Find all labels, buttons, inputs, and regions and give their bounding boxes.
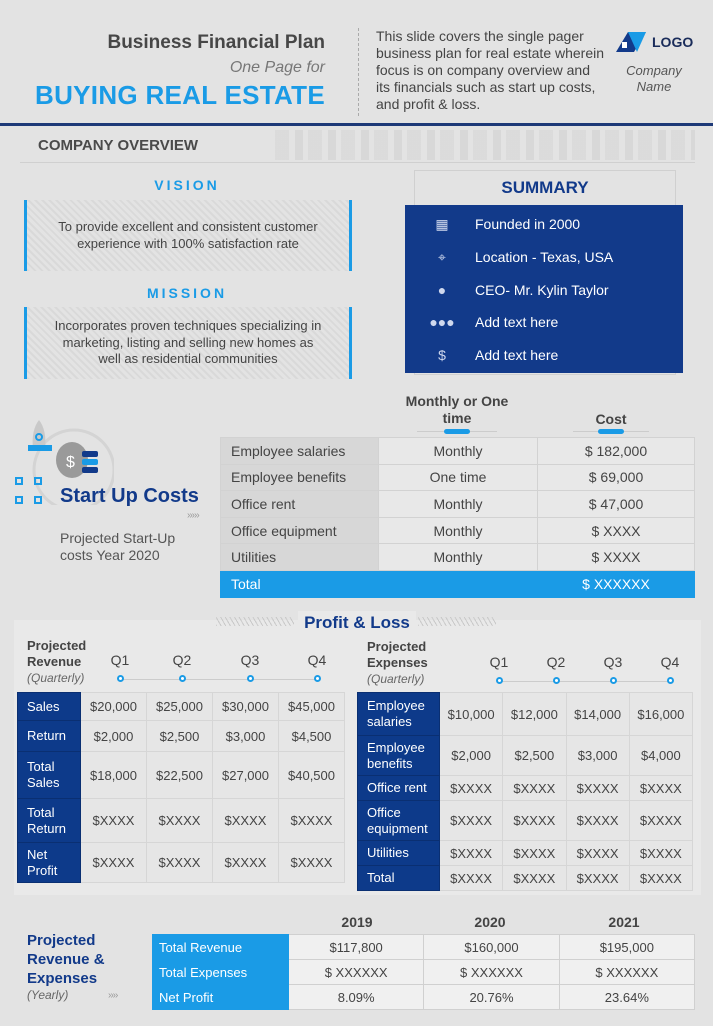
quarter-header: Q1 [110,652,130,668]
quarter-header: Q3 [603,654,623,670]
summary-item-text: Add text here [475,314,559,330]
table-cell: $3,000 [566,736,629,776]
overview-divider [20,162,695,163]
quarter-dot-icon [610,677,617,684]
company-name: Company Name [626,63,682,94]
hatch-decoration [418,617,496,626]
table-cell: Employee benefits [358,736,440,776]
table-cell: $XXXX [503,776,566,801]
revenue-row [18,843,345,883]
summary-item [430,313,558,331]
quarter-header: Q4 [307,652,327,668]
table-cell: $XXXX [440,776,503,801]
expenses-label [367,639,428,687]
year-header: 2021 [608,914,640,930]
table-cell: $20,000 [81,693,147,721]
quarter-dot-icon [667,677,674,684]
table-cell: $XXXX [503,841,566,866]
table-cell: $22,500 [147,752,213,799]
table-cell: Sales [18,693,81,721]
table-cell: Total Return [18,799,81,843]
table-cell: Return [18,721,81,752]
summary-item [430,215,580,233]
building-icon: ▦ [435,215,449,232]
table-cell: $XXXX [279,843,345,883]
table-cell: Total [358,866,440,891]
header-rule [0,123,713,126]
yearly-subtitle: (Yearly) [27,988,69,1002]
table-cell: $14,000 [566,693,629,736]
table-cell: $XXXX [629,801,692,841]
year-header: 2019 [341,914,373,930]
dollar-cycle-icon: $ [438,347,446,363]
location-pin-icon: ⌖ [438,248,446,265]
company-overview-title: COMPANY OVERVIEW [38,137,199,154]
table-cell: $160,000 [424,935,559,960]
quarter-header: Q2 [172,652,192,668]
table-cell: $25,000 [147,693,213,721]
table-cell: $195,000 [559,935,694,960]
table-cell: Monthly [379,517,538,544]
plan-title: Business Financial Plan [107,32,325,53]
summary-item [430,346,558,364]
table-cell: Utilities [358,841,440,866]
table-cell: $ 182,000 [538,438,695,465]
frequency-column-header: Monthly or One time [405,393,509,426]
quarter-dot-icon [314,675,321,682]
vision-title: VISION [154,177,220,193]
quarter-header: Q3 [240,652,260,668]
table-cell: $ XXXXXX [559,960,694,985]
yearly-row [153,985,695,1010]
expenses-label-period: (Quarterly) [367,672,425,686]
table-cell: Employee benefits [221,464,379,491]
table-cell: $18,000 [81,752,147,799]
header-marker [598,429,624,434]
table-cell: $ 69,000 [538,464,695,491]
table-cell: Monthly [379,491,538,518]
table-cell: $XXXX [213,843,279,883]
hatch-decoration [216,617,294,626]
cost-column-header: Cost [595,411,627,427]
plan-subtitle: One Page for [229,59,325,76]
company-logo [616,32,693,52]
table-cell: $4,000 [629,736,692,776]
table-cell: $XXXX [566,866,629,891]
summary-item-text: Add text here [475,347,559,363]
table-cell: $XXXX [81,799,147,843]
table-cell: $2,500 [503,736,566,776]
yearly-title: Projected Revenue & Expenses [27,932,105,987]
quarter-header: Q4 [660,654,680,670]
expenses-row [358,736,693,776]
expenses-table [357,692,693,891]
revenue-label [27,638,86,686]
table-cell: $XXXX [279,799,345,843]
quarter-dot-icon [496,677,503,684]
table-cell: Office rent [358,776,440,801]
logo-icon [616,32,646,52]
table-cell: Total Expenses [153,960,289,985]
table-cell: $ XXXXXX [289,960,424,985]
yearly-table [152,934,695,1010]
total-row [221,570,695,597]
logo-text: LOGO [652,34,694,50]
table-cell: $ XXXXXX [538,570,695,597]
table-cell: Net Profit [153,985,289,1010]
table-cell: $XXXX [566,841,629,866]
table-cell: $XXXX [147,843,213,883]
revenue-label-period: (Quarterly) [27,671,85,685]
table-cell: $XXXX [566,776,629,801]
startup-costs-title: Start Up Costs [60,485,199,507]
table-cell: $40,500 [279,752,345,799]
table-cell: Total Revenue [153,935,289,960]
revenue-row [18,752,345,799]
year-header: 2020 [474,914,506,930]
header-description: This slide covers the single pager business plan for real estate wherein focus is on company overview and its financials such as start up costs, and profit & loss. [376,28,605,112]
table-cell: $10,000 [440,693,503,736]
table-cell: $XXXX [147,799,213,843]
svg-text:$: $ [66,454,75,471]
table-row [221,464,695,491]
profit-loss-title: Profit & Loss [298,611,416,635]
table-cell: $XXXX [440,801,503,841]
table-cell: $XXXX [440,866,503,891]
quarter-header: Q1 [489,654,509,670]
table-cell: Office rent [221,491,379,518]
quarter-dot-icon [247,675,254,682]
table-cell: $ 47,000 [538,491,695,518]
table-cell: Employee salaries [358,693,440,736]
table-cell: $30,000 [213,693,279,721]
quarter-dot-icon [179,675,186,682]
revenue-row [18,693,345,721]
table-cell: 23.64% [559,985,694,1010]
expenses-row [358,801,693,841]
revenue-label-line: Revenue [27,654,82,669]
startup-costs-subtitle: Projected Start-Up costs Year 2020 [60,530,176,563]
yearly-row [153,935,695,960]
table-cell [379,570,538,597]
table-row [221,544,695,571]
table-cell: $2,000 [81,721,147,752]
table-cell: $27,000 [213,752,279,799]
vision-text: To provide excellent and consistent customer experience with 100% satisfaction rate [24,200,352,271]
revenue-row [18,799,345,843]
table-cell: $3,000 [213,721,279,752]
table-cell: $XXXX [629,776,692,801]
expenses-row [358,693,693,736]
chevrons-icon: ›››› [108,990,118,1001]
table-cell: Monthly [379,544,538,571]
table-cell: Total Sales [18,752,81,799]
table-cell: Net Profit [18,843,81,883]
summary-item-text: Location - Texas, USA [475,249,614,265]
quarter-dot-icon [553,677,560,684]
table-row [221,517,695,544]
table-cell: Monthly [379,438,538,465]
table-cell: $ XXXX [538,544,695,571]
table-cell: $ XXXXXX [424,960,559,985]
person-icon: ● [437,282,447,298]
table-cell: 20.76% [424,985,559,1010]
table-cell: Office equipment [358,801,440,841]
quarter-timeline [120,679,317,680]
table-cell: $XXXX [629,841,692,866]
table-cell: $2,500 [147,721,213,752]
table-cell: $2,000 [440,736,503,776]
table-cell: $XXXX [503,801,566,841]
table-cell: $XXXX [629,866,692,891]
table-cell: $ XXXX [538,517,695,544]
table-cell: $XXXX [440,841,503,866]
mission-title: MISSION [146,285,228,301]
summary-item [430,281,609,299]
mission-text: Incorporates proven techniques specializing in marketing, listing and selling new homes as well as residential communities [24,307,352,379]
table-cell: $4,500 [279,721,345,752]
table-cell: Office equipment [221,517,379,544]
table-cell: $12,000 [503,693,566,736]
plan-headline: BUYING REAL ESTATE [35,80,325,110]
revenue-label-line: Projected [27,638,87,653]
table-cell: $XXXX [503,866,566,891]
table-cell: $XXXX [213,799,279,843]
yearly-row [153,960,695,985]
summary-title: SUMMARY [501,178,589,197]
table-cell: Utilities [221,544,379,571]
table-row [221,491,695,518]
table-row [221,438,695,465]
expenses-label-line: Expenses [367,655,428,670]
expenses-row [358,776,693,801]
revenue-row [18,721,345,752]
header-divider [358,28,359,116]
table-cell: $16,000 [629,693,692,736]
expenses-label-line: Projected [367,639,427,654]
summary-item-text: Founded in 2000 [475,216,581,232]
revenue-table [17,692,345,883]
table-cell: $XXXX [81,843,147,883]
table-cell: Employee salaries [221,438,379,465]
quarter-dot-icon [117,675,124,682]
startup-costs-table [220,437,695,598]
table-cell: Total [221,570,379,597]
table-cell: 8.09% [289,985,424,1010]
expenses-row [358,866,693,891]
table-cell: $45,000 [279,693,345,721]
summary-item-text: CEO- Mr. Kylin Taylor [475,282,609,298]
table-cell: $XXXX [566,801,629,841]
expenses-row [358,841,693,866]
header-marker [444,429,470,434]
summary-item [430,248,613,266]
table-cell: $117,800 [289,935,424,960]
quarter-header: Q2 [546,654,566,670]
skyline-decoration [275,130,695,160]
group-icon: ●●● [429,314,455,330]
table-cell: One time [379,464,538,491]
chevrons-icon: ››››› [187,510,199,521]
quarter-timeline [499,681,670,682]
